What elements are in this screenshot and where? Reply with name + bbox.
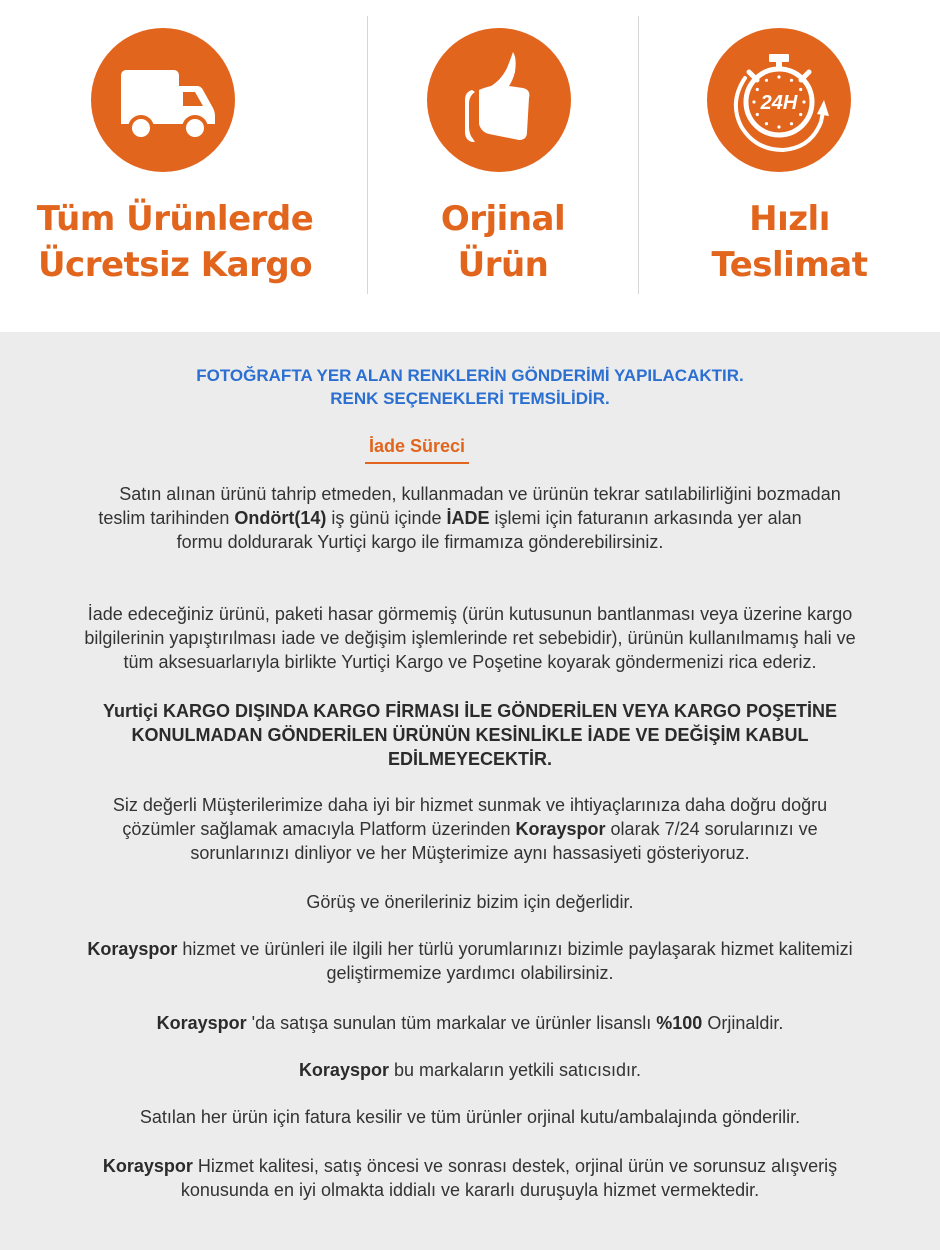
product-description <box>0 332 940 1250</box>
feature-original-product <box>368 0 638 332</box>
return-warning: Yurtiçi KARGO DIŞINDA KARGO FİRMASI İLE GÖNDERİLEN VEYA KARGO POŞETİNE KONULMADAN GÖNDERİLEN ÜRÜNÜN KESİNLİKLE İADE VE DEĞİŞİM KABUL EDİLMEYECEKTİR. <box>102 701 838 769</box>
feature-free-shipping <box>20 0 330 332</box>
color-notice: FOTOĞRAFTA YER ALAN RENKLERİN GÖNDERİMİ YAPILACAKTIR. RENK SEÇENEKLERİ TEMSİLİDİR. <box>196 366 744 408</box>
thumbs-up-icon <box>427 28 571 172</box>
invoice-paragraph: Satılan her ürün için fatura kesilir ve tüm ürünler orjinal kutu/ambalajında gönderilir. <box>139 1107 801 1127</box>
return-paragraph-2: İade edeceğiniz ürünü, paketi hasar görmemiş (ürün kutusunun bantlanması veya üzerine kargo bilgilerinin yapıştırılması iade ve değişim işlemlerinde ret sebebidir), ürünün kullanılmamış hali ve tüm aksesuarlarıyla birlikte Yurtiçi Kargo ve Poşetine koyarak göndermenizi rica ederiz. <box>84 604 856 672</box>
quality-paragraph: Korayspor Hizmet kalitesi, satış öncesi ve sonrası destek, orjinal ürün ve sorunsuz alışveriş konusunda en iyi olmakta iddialı ve kararlı duruşuyla hizmet vermektedir. <box>102 1156 838 1200</box>
feature-fast-delivery <box>639 0 940 332</box>
service-paragraph: Siz değerli Müşterilerimize daha iyi bir hizmet sunmak ve ihtiyaçlarınıza daha doğru doğru çözümler sağlamak amacıyla Platform üzerinden Korayspor olarak 7/24 sorularınızı ve sorunlarınızı dinliyor ve her Müşterimize aynı hassasiyeti gösteriyoruz. <box>112 795 828 863</box>
stopwatch-24h-icon <box>707 28 851 172</box>
feature-title: Hızlı Teslimat <box>711 199 868 285</box>
features-banner <box>0 0 940 332</box>
feedback-paragraph: Görüş ve önerileriniz bizim için değerlidir. <box>306 892 634 912</box>
return-process-heading: İade Süreci <box>365 434 469 464</box>
comments-paragraph: Korayspor hizmet ve ürünleri ile ilgili her türlü yorumlarınızı bizimle paylaşarak hizmet kalitemizi geliştirmemize yardımcı olabilirsiniz. <box>87 939 853 983</box>
svg-text:24H: 24H <box>760 92 798 114</box>
feature-title: Orjinal Ürün <box>440 199 566 285</box>
truck-icon <box>91 28 235 172</box>
return-paragraph-1: Satın alınan ürünü tahrip etmeden, kullanmadan ve ürünün tekrar satılabilirliğini bozmadan teslim tarihinden Ondört(14) iş günü içinde İADE işlemi için faturanın arkasında yer alan formu doldurarak Yurtiçi kargo ile firmamıza gönderebilirsiniz. <box>98 484 841 552</box>
feature-title: Tüm Ürünlerde Ücretsiz Kargo <box>36 199 314 285</box>
license-paragraph: Korayspor 'da satışa sunulan tüm markalar ve ürünler lisanslı %100 Orjinaldir. <box>156 1013 784 1033</box>
authorized-seller-paragraph: Korayspor bu markaların yetkili satıcısıdır. <box>298 1060 642 1080</box>
